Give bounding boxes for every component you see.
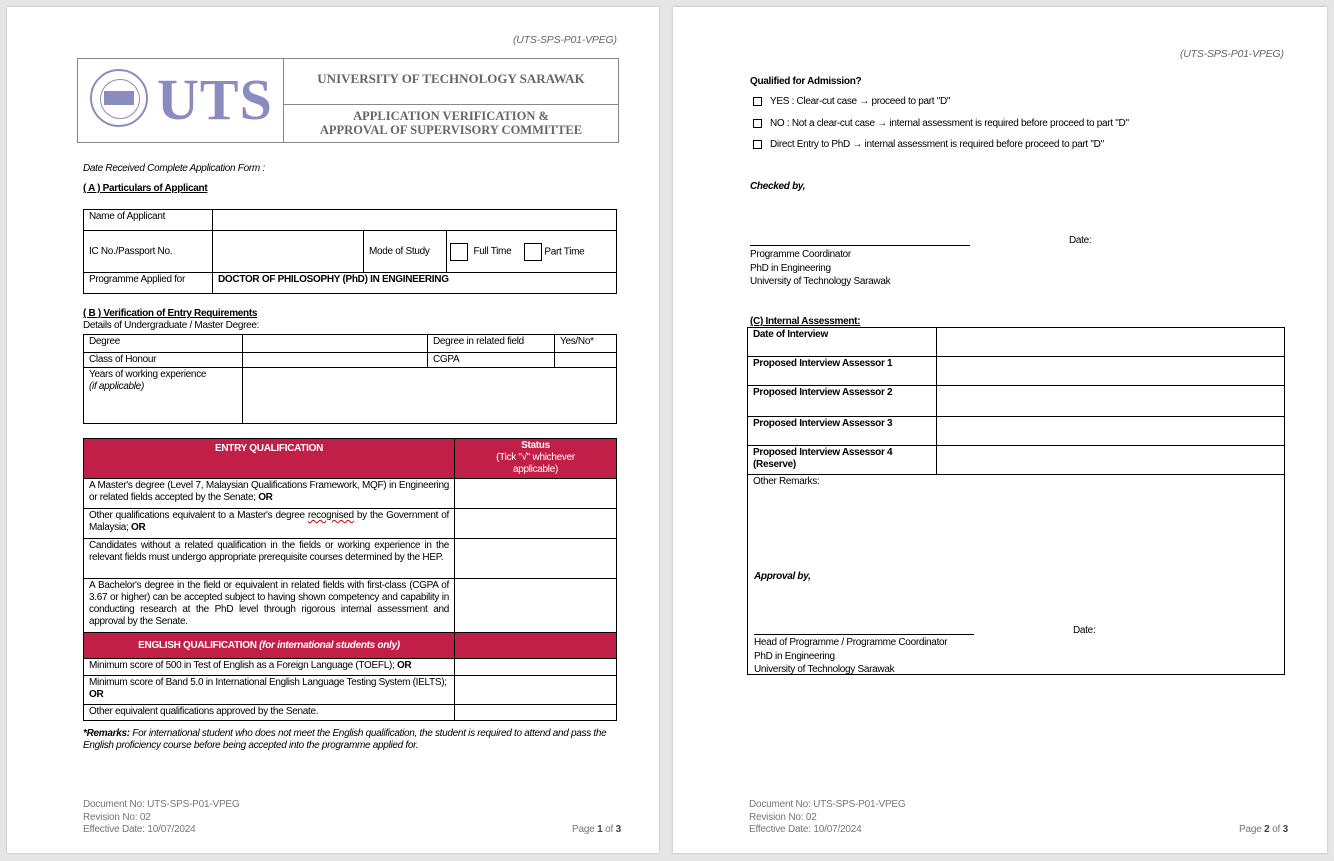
coordinator-title: Programme Coordinator	[750, 249, 851, 260]
option-yes-checkbox[interactable]	[753, 97, 762, 106]
footer	[83, 799, 239, 837]
class-honour-label: Class of Honour	[84, 353, 243, 368]
english-row-2-or: OR	[89, 689, 104, 700]
part-time-label: Part Time	[544, 246, 585, 258]
english-status-3[interactable]	[455, 705, 617, 721]
remarks	[83, 728, 617, 752]
class-honour-field[interactable]	[243, 353, 428, 368]
uts-logo-text: UTS	[157, 67, 273, 132]
cgpa-label: CGPA	[428, 353, 555, 368]
full-time-label: Full Time	[473, 246, 512, 258]
degree-related-label: Degree in related field	[428, 335, 555, 353]
approval-by-label: Approval by,	[754, 571, 811, 582]
years-exp-text: Years of working experience	[89, 369, 207, 380]
other-remarks-label: Other Remarks:	[753, 476, 820, 487]
entry-row-2-text-a: Other qualifications equivalent to a Master's degree	[89, 510, 305, 521]
degree-table	[83, 334, 617, 424]
logo-cell	[78, 59, 284, 142]
ic-label: IC No./Passport No.	[84, 231, 213, 273]
assessor-1-field[interactable]	[937, 357, 1285, 386]
assessor-1-label: Proposed Interview Assessor 1	[748, 357, 937, 386]
assessor-4-label	[748, 446, 937, 475]
footer-revision: Revision No: 02	[83, 811, 151, 823]
option-direct-label: Direct Entry to PhD → internal assessment is required before proceed to part "D"	[770, 139, 1104, 150]
particulars-table	[83, 209, 617, 294]
mode-options	[447, 231, 617, 273]
assessor-3-label: Proposed Interview Assessor 3	[748, 417, 937, 446]
english-row-1-or: OR	[396, 660, 412, 671]
page-2	[673, 7, 1327, 853]
date-received-label: Date Received Complete Application Form :	[83, 163, 265, 174]
remarks-text: For international student who does not meet the English qualification, the student is required to attend and pass the English proficiency course before being accepted into the programme applied for.	[83, 728, 607, 751]
option-yes-label: YES : Clear-cut case → proceed to part "D"	[770, 96, 951, 107]
footer2-revision: Revision No: 02	[749, 811, 817, 823]
form-title	[284, 105, 618, 142]
page-number: Page 1 of 3	[572, 824, 621, 835]
footer-effective: Effective Date: 10/07/2024	[83, 824, 196, 835]
entry-row-2-text-b: recognised	[307, 510, 354, 521]
entry-row-1-or: OR	[258, 492, 273, 503]
coordinator-block	[750, 248, 890, 289]
degree-label: Degree	[84, 335, 243, 353]
option-no-label: NO : Not a clear-cut case → internal assessment is required before proceed to part "D"	[770, 118, 1129, 129]
internal-assessment-table	[747, 327, 1285, 675]
entry-row-2-or: OR	[131, 522, 146, 533]
coordinator-programme: PhD in Engineering	[750, 262, 831, 274]
english-header-text: ENGLISH QUALIFICATION	[138, 639, 257, 651]
name-label: Name of Applicant	[84, 210, 213, 231]
years-exp-label	[84, 368, 243, 424]
form-title-line2: APPROVAL OF SUPERVISORY COMMITTEE	[319, 123, 583, 137]
entry-qualification-table	[83, 438, 617, 721]
section-a-title: ( A ) Particulars of Applicant	[83, 183, 208, 194]
cgpa-field[interactable]	[555, 353, 617, 368]
yes-no-label: Yes/No*	[555, 335, 617, 353]
english-row-1-text: Minimum score of 500 in Test of English as a Foreign Language (TOEFL);	[89, 660, 395, 671]
checked-signature-line[interactable]	[750, 245, 970, 246]
assessor-2-label: Proposed Interview Assessor 2	[748, 386, 937, 417]
option-no-checkbox[interactable]	[753, 119, 762, 128]
years-exp-field[interactable]	[243, 368, 617, 424]
assessor-4-text: Proposed Interview Assessor 4	[753, 447, 893, 458]
option-direct	[753, 139, 1104, 151]
section-c-title: (C) Internal Assessment:	[750, 316, 861, 327]
status-header	[455, 439, 617, 479]
section-b-subtitle: Details of Undergraduate / Master Degree:	[83, 320, 260, 331]
status-note-1: (Tick "√" whichever	[496, 452, 575, 463]
checked-date-label: Date:	[1069, 235, 1092, 246]
english-qualification-header	[84, 633, 455, 659]
approval-signature-line[interactable]	[754, 634, 974, 635]
uts-seal-icon	[90, 69, 148, 127]
status-cell-4[interactable]	[455, 579, 617, 633]
degree-field[interactable]	[243, 335, 428, 353]
assessor-4-reserve: (Reserve)	[753, 459, 796, 470]
if-applicable-text: (if applicable)	[89, 381, 144, 392]
option-direct-checkbox[interactable]	[753, 140, 762, 149]
english-status-2[interactable]	[455, 676, 617, 705]
footer2-effective: Effective Date: 10/07/2024	[749, 824, 862, 835]
part-time-checkbox[interactable]	[524, 243, 542, 261]
entry-row-3: Candidates without a related qualification in the fields or working experience in the relevant fields must undergo appropriate prerequisite courses determined by the HEP.	[84, 539, 455, 579]
name-field[interactable]	[213, 210, 617, 231]
status-title: Status	[521, 440, 550, 451]
entry-row-1-text: A Master's degree (Level 7, Malaysian Qualifications Framework, MQF) in Engineering or related fields accepted by the Senate;	[89, 480, 449, 503]
english-row-1	[84, 659, 455, 676]
section-b-title: ( B ) Verification of Entry Requirements	[83, 308, 258, 319]
doc-code-page2: (UTS-SPS-P01-VPEG)	[1180, 48, 1284, 60]
english-row-2	[84, 676, 455, 705]
ic-field[interactable]	[213, 231, 364, 273]
footer-page2	[749, 799, 905, 837]
footer-doc-no: Document No: UTS-SPS-P01-VPEG	[83, 799, 240, 810]
head-university: University of Technology Sarawak	[754, 664, 895, 675]
entry-row-2-text-c: by the Government of Malaysia;	[89, 510, 449, 533]
head-title: Head of Programme / Programme Coordinator	[754, 637, 948, 648]
mode-label: Mode of Study	[364, 231, 447, 273]
form-title-line1: APPLICATION VERIFICATION &	[353, 109, 549, 123]
english-status-1[interactable]	[455, 659, 617, 676]
assessor-3-field[interactable]	[937, 417, 1285, 446]
entry-row-1	[84, 479, 455, 509]
english-row-2-text: Minimum score of Band 5.0 in International English Language Testing System (IELTS);	[89, 677, 447, 688]
english-header-note: (for international students only)	[259, 639, 400, 651]
doc-code: (UTS-SPS-P01-VPEG)	[513, 34, 617, 46]
full-time-checkbox[interactable]	[450, 243, 468, 261]
form-header	[77, 58, 619, 143]
page-number-2: Page 2 of 3	[1239, 824, 1288, 835]
status-cell-1[interactable]	[455, 479, 617, 509]
approval-date-label: Date:	[1073, 625, 1096, 636]
page-1	[7, 7, 659, 853]
coordinator-university: University of Technology Sarawak	[750, 276, 891, 287]
status-note-2: applicable)	[512, 464, 559, 475]
programme-label: Programme Applied for	[84, 273, 213, 294]
footer2-doc-no: Document No: UTS-SPS-P01-VPEG	[749, 799, 906, 810]
head-block	[754, 636, 947, 677]
status-cell-3[interactable]	[455, 539, 617, 579]
checked-by-label: Checked by,	[750, 181, 806, 192]
option-yes	[753, 96, 950, 108]
status-cell-2[interactable]	[455, 509, 617, 539]
date-interview-label: Date of Interview	[748, 328, 937, 357]
head-programme: PhD in Engineering	[754, 650, 835, 662]
remarks-label: *Remarks:	[83, 728, 130, 739]
english-status-header	[455, 633, 617, 659]
entry-row-2	[84, 509, 455, 539]
assessor-4-field[interactable]	[937, 446, 1285, 475]
entry-row-4: A Bachelor's degree in the field or equivalent in related fields with first-class (CGPA of 3.67 or higher) can be accepted subject to having shown competency and capability in conducting research at the PhD level through rigorous internal assessment and approval by the Senate.	[84, 579, 455, 633]
option-no	[753, 118, 1129, 130]
programme-value: DOCTOR OF PHILOSOPHY (PhD) IN ENGINEERING	[213, 273, 617, 294]
university-name: UNIVERSITY OF TECHNOLOGY SARAWAK	[284, 59, 618, 105]
qualified-heading: Qualified for Admission?	[750, 76, 862, 87]
entry-qualification-header: ENTRY QUALIFICATION	[84, 439, 455, 479]
assessor-2-field[interactable]	[937, 386, 1285, 417]
english-row-3: Other equivalent qualifications approved by the Senate.	[84, 705, 455, 721]
other-remarks-cell[interactable]	[748, 475, 1285, 675]
date-interview-field[interactable]	[937, 328, 1285, 357]
